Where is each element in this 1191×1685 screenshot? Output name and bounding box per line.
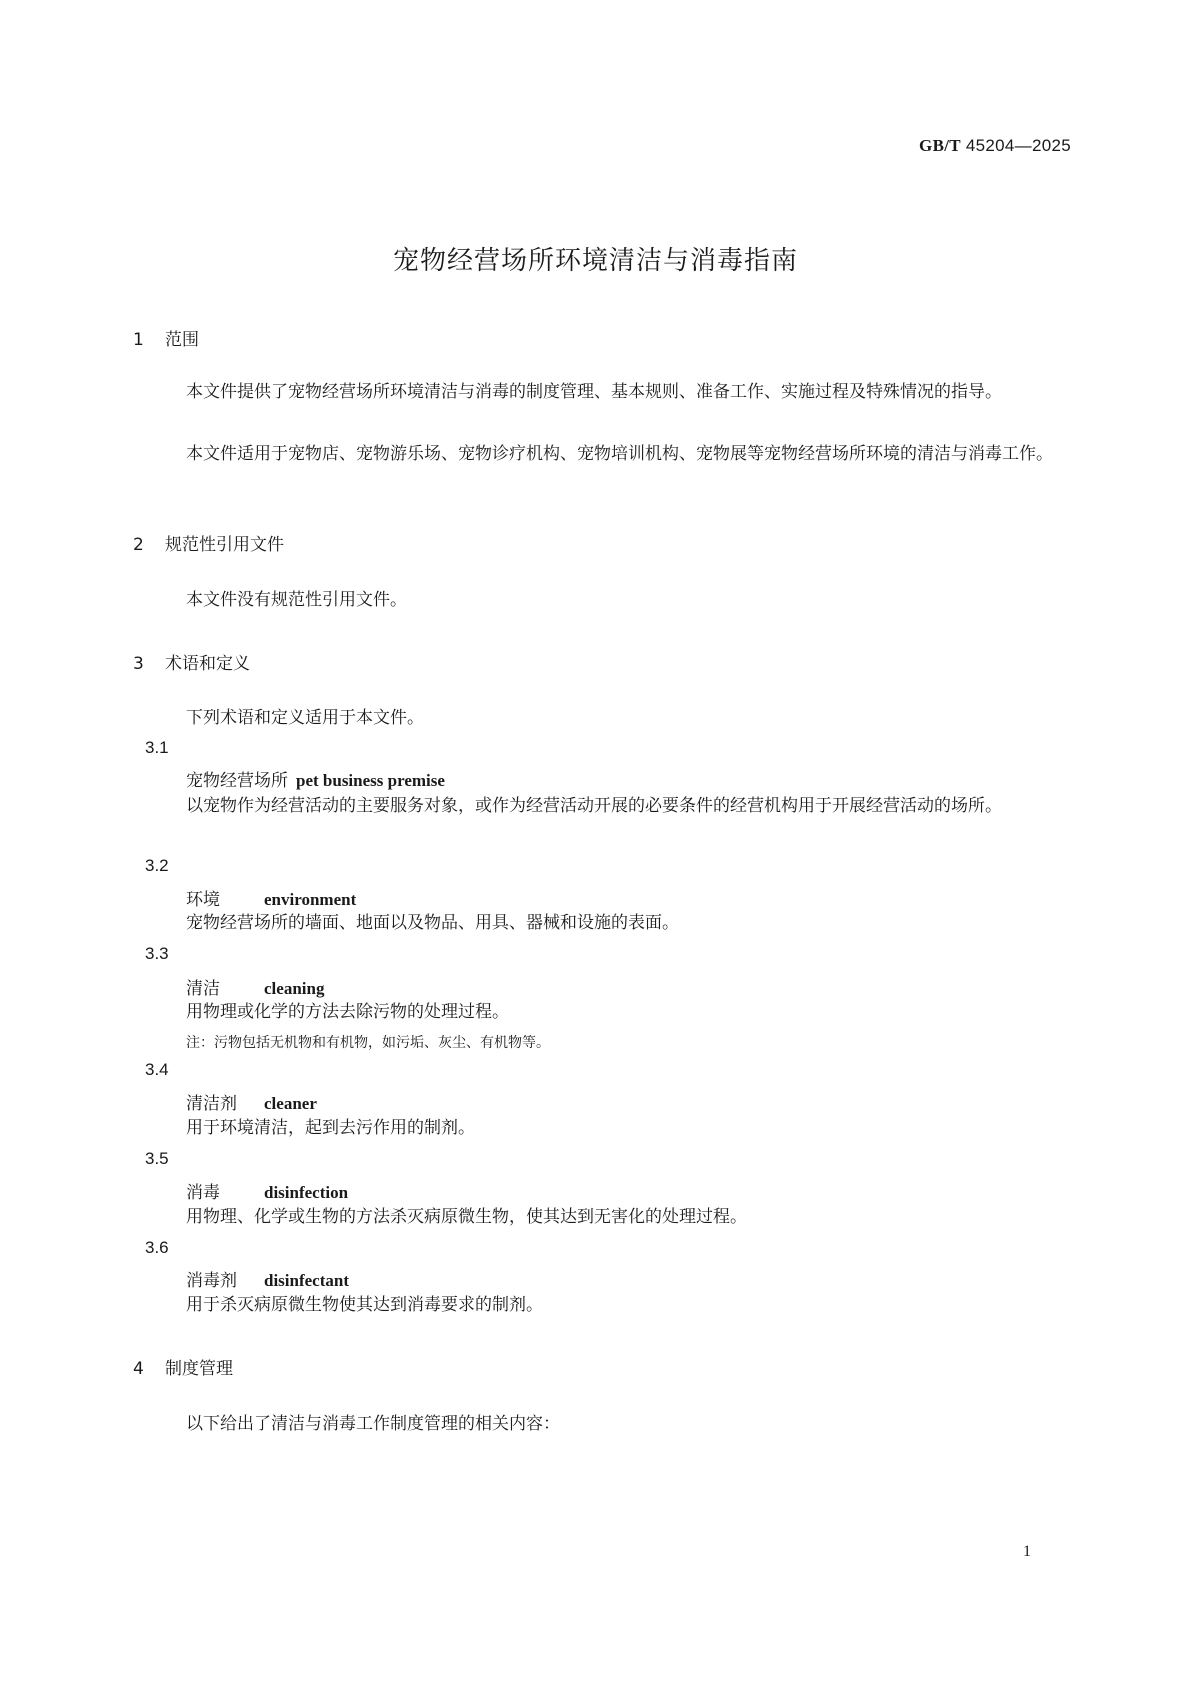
term-en: pet business premise [296,771,445,790]
standard-number: 45204—2025 [965,136,1071,155]
section-number: 3 [133,654,144,674]
paragraph: 下列术语和定义适用于本文件。 [186,708,424,728]
term-definition: 用于杀灭病原微生物使其达到消毒要求的制剂。 [186,1295,543,1315]
term-zh: 宠物经营场所 [186,771,288,791]
term-heading [186,766,445,791]
section-title: 规范性引用文件 [165,535,284,555]
term-heading [186,885,356,910]
term-definition: 以宠物作为经营活动的主要服务对象，或作为经营活动开展的必要条件的经营机构用于开展经营活动的场所。 [186,796,1002,816]
term-definition: 用于环境清洁，起到去污作用的制剂。 [186,1118,475,1138]
standard-prefix: GB/T [919,136,961,155]
section-number: 4 [133,1359,144,1379]
section-2-heading [133,530,284,555]
section-3-heading [133,649,250,674]
term-zh: 环境 [186,890,220,910]
clause-number: 3.1 [145,738,169,757]
section-title: 术语和定义 [165,654,250,674]
standard-code [919,136,1071,156]
paragraph: 本文件提供了宠物经营场所环境清洁与消毒的制度管理、基本规则、准备工作、实施过程及特殊情况的指导。 [186,382,1002,402]
section-title: 范围 [165,330,199,350]
term-en: disinfection [264,1183,349,1202]
term-heading [186,1178,348,1203]
term-zh: 消毒 [186,1183,220,1203]
term-en: environment [264,890,357,909]
clause-number: 3.6 [145,1238,169,1257]
term-zh: 清洁剂 [186,1094,237,1114]
term-en: cleaning [264,979,325,998]
section-number: 1 [133,330,144,350]
term-en: disinfectant [264,1271,349,1290]
term-definition: 宠物经营场所的墙面、地面以及物品、用具、器械和设施的表面。 [186,913,679,933]
term-definition: 用物理、化学或生物的方法杀灭病原微生物，使其达到无害化的处理过程。 [186,1207,747,1227]
page-number: 1 [1023,1543,1031,1560]
clause-number: 3.4 [145,1060,169,1079]
note-label: 注： [186,1035,214,1051]
section-title: 制度管理 [165,1359,233,1379]
section-1-heading [133,325,199,350]
document-title: 宠物经营场所环境清洁与消毒指南 [392,246,798,276]
term-heading [186,1266,349,1291]
term-heading [186,1089,317,1114]
term-note [186,1032,550,1052]
clause-number: 3.2 [145,856,169,875]
section-4-heading [133,1354,233,1379]
paragraph: 本文件没有规范性引用文件。 [186,590,407,610]
paragraph: 本文件适用于宠物店、宠物游乐场、宠物诊疗机构、宠物培训机构、宠物展等宠物经营场所环境的清洁与消毒工作。 [186,444,1053,464]
term-en: cleaner [264,1094,317,1113]
note-text: 污物包括无机物和有机物，如污垢、灰尘、有机物等。 [214,1035,550,1051]
term-zh: 消毒剂 [186,1271,237,1291]
clause-number: 3.3 [145,944,169,963]
term-heading [186,974,324,999]
section-number: 2 [133,535,144,555]
clause-number: 3.5 [145,1149,169,1168]
term-zh: 清洁 [186,979,220,999]
paragraph: 以下给出了清洁与消毒工作制度管理的相关内容： [186,1414,560,1434]
term-definition: 用物理或化学的方法去除污物的处理过程。 [186,1002,509,1022]
